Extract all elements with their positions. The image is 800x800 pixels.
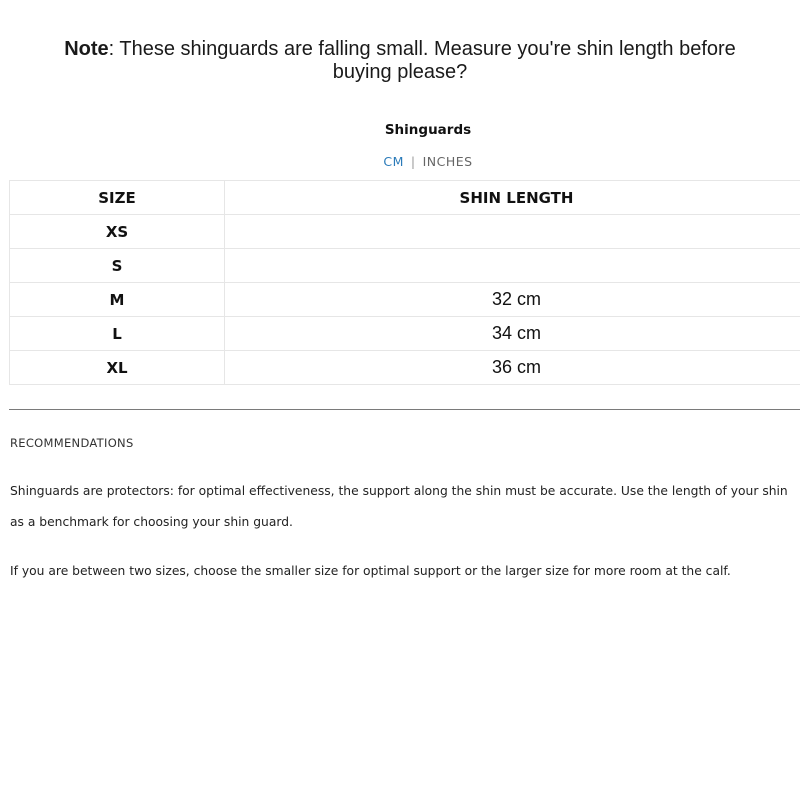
table-row: [10, 249, 800, 283]
header-size: SIZE: [10, 181, 225, 215]
size-chart-title: Shinguards: [384, 122, 472, 138]
size-cell: S: [10, 249, 225, 283]
table-header-row: [10, 181, 800, 215]
section-divider: [9, 409, 800, 410]
recommendations-heading: RECOMMENDATIONS: [10, 436, 134, 450]
size-cell: L: [10, 317, 225, 351]
recommendations-paragraph: If you are between two sizes, choose the smaller size for optimal support or the larger size for more room at the calf.: [10, 564, 731, 578]
table-row: [10, 351, 800, 385]
unit-separator: |: [410, 154, 416, 169]
table-row: [10, 215, 800, 249]
note-label: Note: [64, 38, 109, 60]
shin-length-cell: 32 cm: [225, 283, 800, 317]
table-row: [10, 283, 800, 317]
size-table: [9, 180, 800, 385]
header-shin-length: SHIN LENGTH: [225, 181, 800, 215]
size-cell: XL: [10, 351, 225, 385]
shin-length-cell: [225, 215, 800, 249]
table-row: [10, 317, 800, 351]
size-cell: M: [10, 283, 225, 317]
size-cell: XS: [10, 215, 225, 249]
shin-length-cell: 34 cm: [225, 317, 800, 351]
unit-cm-tab[interactable]: CM: [383, 154, 404, 169]
unit-toggle: [0, 154, 800, 169]
shin-length-cell: 36 cm: [225, 351, 800, 385]
note-text: : These shinguards are falling small. Measure you're shin length before buying please?: [108, 38, 736, 83]
sizing-note: [40, 38, 760, 84]
recommendations-paragraph: Shinguards are protectors: for optimal effectiveness, the support along the shin must be accurate. Use the length of your shin as a benchmark for choosing your shin guard.: [10, 484, 788, 529]
unit-inches-tab[interactable]: INCHES: [422, 154, 473, 169]
shin-length-cell: [225, 249, 800, 283]
